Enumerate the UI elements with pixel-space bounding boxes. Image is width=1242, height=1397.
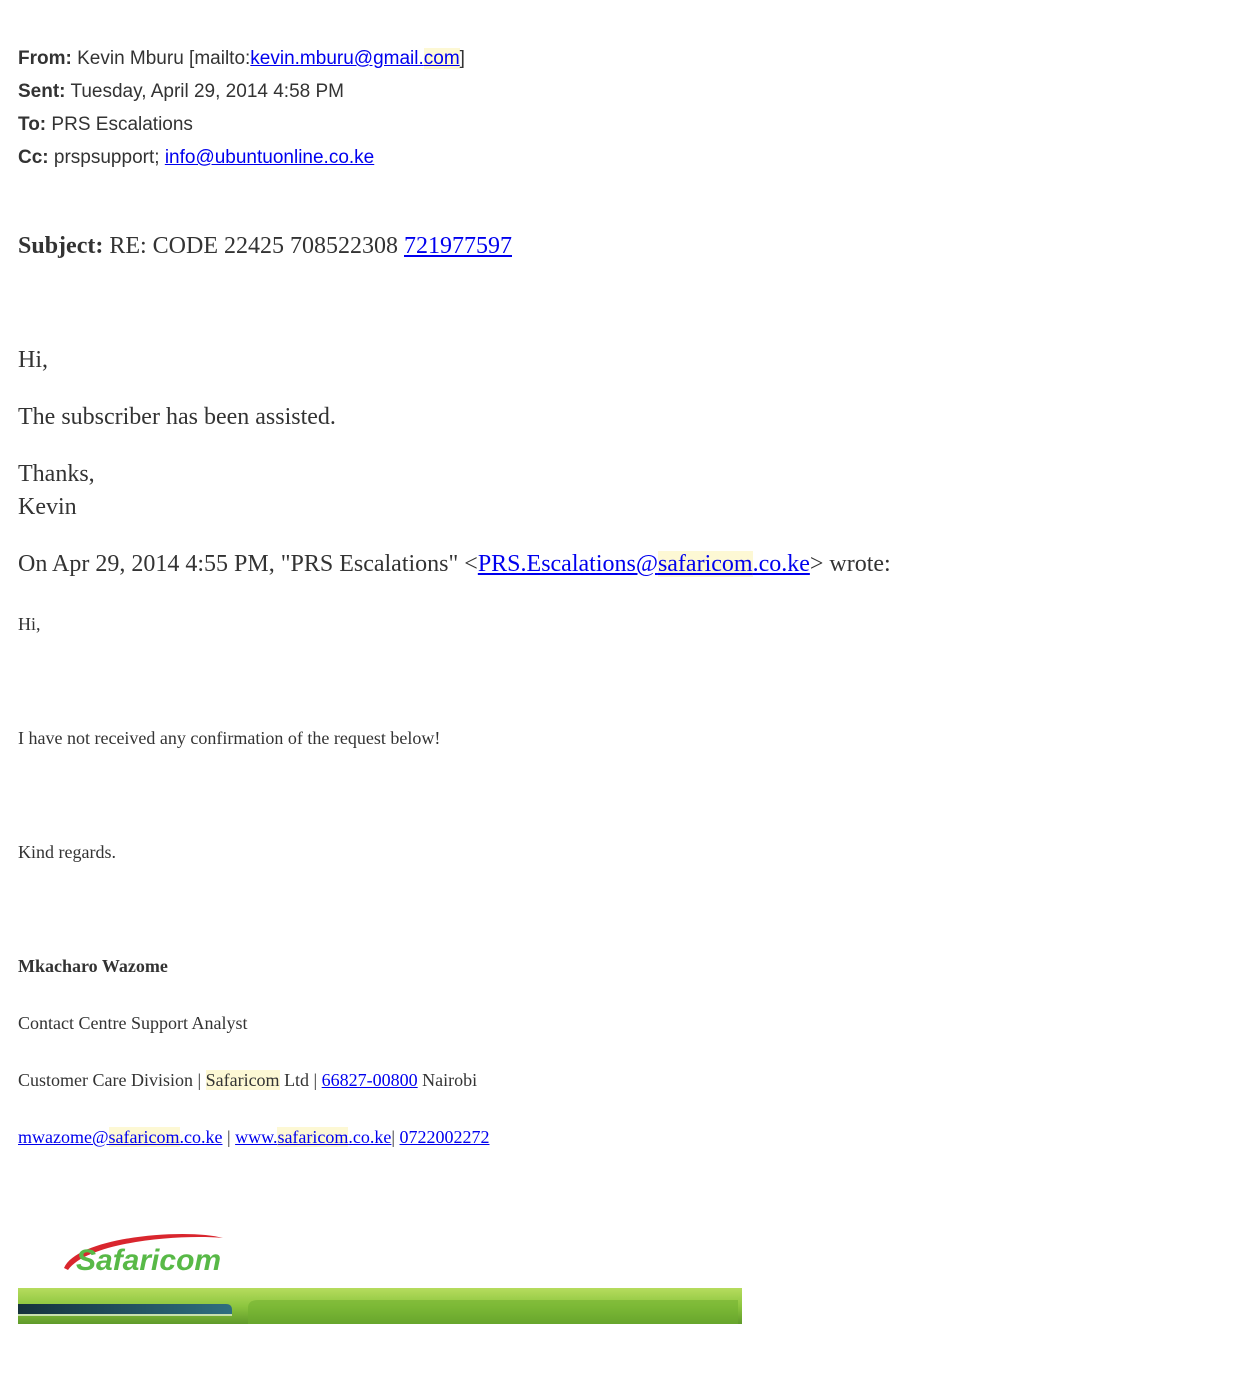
division-ltd: Ltd |: [279, 1070, 322, 1090]
contacts-separator-2: |: [391, 1127, 400, 1147]
to-line: [18, 114, 193, 136]
signature-contacts: [18, 1127, 490, 1148]
sig-email-a: mwazome@: [18, 1127, 109, 1147]
quote-email-highlight: safaricom: [657, 551, 753, 577]
web-highlight: safaricom: [277, 1127, 349, 1147]
signature-email-link[interactable]: [18, 1127, 223, 1147]
safaricom-logo-text: Safaricom: [76, 1244, 222, 1277]
signature-division: [18, 1070, 477, 1091]
cc-email-link[interactable]: info@ubuntuonline.co.ke: [164, 147, 375, 168]
original-greeting: Hi,: [18, 614, 41, 634]
reply-name: Kevin: [18, 494, 77, 520]
division-text: Customer Care Division |: [18, 1070, 206, 1090]
from-email-link[interactable]: [250, 48, 459, 69]
quote-prefix: On Apr 29, 2014 4:55 PM, "PRS Escalations" <: [18, 551, 478, 577]
quote-email-part-c: .co.ke: [752, 551, 810, 577]
quote-email-link[interactable]: [478, 551, 810, 577]
from-close: ]: [459, 48, 465, 69]
website-link[interactable]: [235, 1127, 391, 1147]
reply-thanks: Thanks,: [18, 461, 95, 487]
reply-body: The subscriber has been assisted.: [18, 404, 336, 430]
sent-label: Sent:: [18, 81, 66, 102]
subject-line: [18, 233, 512, 260]
sig-email-c: .co.ke: [179, 1127, 223, 1147]
web-c: .co.ke: [348, 1127, 392, 1147]
cc-label: Cc:: [18, 147, 49, 168]
phone-link[interactable]: 0722002272: [399, 1127, 490, 1147]
division-company: Safaricom: [205, 1070, 280, 1090]
quote-suffix: > wrote:: [809, 551, 891, 577]
division-city: Nairobi: [417, 1070, 478, 1090]
to-value: PRS Escalations: [51, 114, 193, 135]
cc-value: prspsupport;: [53, 147, 160, 168]
original-body: I have not received any confirmation of the request below!: [18, 728, 441, 748]
from-email-highlight: com: [423, 48, 460, 69]
original-closing: Kind regards.: [18, 842, 116, 862]
from-line: [18, 48, 465, 70]
quote-email-part-a: PRS.Escalations@: [477, 551, 658, 577]
signature-title: Contact Centre Support Analyst: [18, 1013, 248, 1033]
signature-name: Mkacharo Wazome: [18, 956, 168, 976]
from-email-part: kevin.mburu@gmail.: [250, 48, 424, 69]
postal-link[interactable]: 66827-00800: [321, 1070, 418, 1090]
to-label: To:: [18, 114, 47, 135]
quote-line: [18, 551, 891, 578]
subject-text: RE: CODE 22425 708522308: [109, 233, 398, 259]
from-label: From:: [18, 48, 72, 69]
reply-greeting: Hi,: [18, 347, 48, 373]
cc-line: [18, 147, 374, 169]
web-a: www.: [235, 1127, 278, 1147]
subject-number-link[interactable]: 721977597: [404, 233, 512, 259]
from-name: Kevin Mburu [mailto:: [77, 48, 251, 69]
sent-value: Tuesday, April 29, 2014 4:58 PM: [70, 81, 344, 102]
contacts-separator-1: |: [222, 1127, 236, 1147]
safaricom-logo-banner: [18, 1228, 742, 1328]
subject-label: Subject:: [18, 233, 104, 259]
safaricom-logo-icon: [18, 1228, 742, 1328]
sent-line: [18, 81, 344, 103]
sig-email-highlight: safaricom: [108, 1127, 180, 1147]
